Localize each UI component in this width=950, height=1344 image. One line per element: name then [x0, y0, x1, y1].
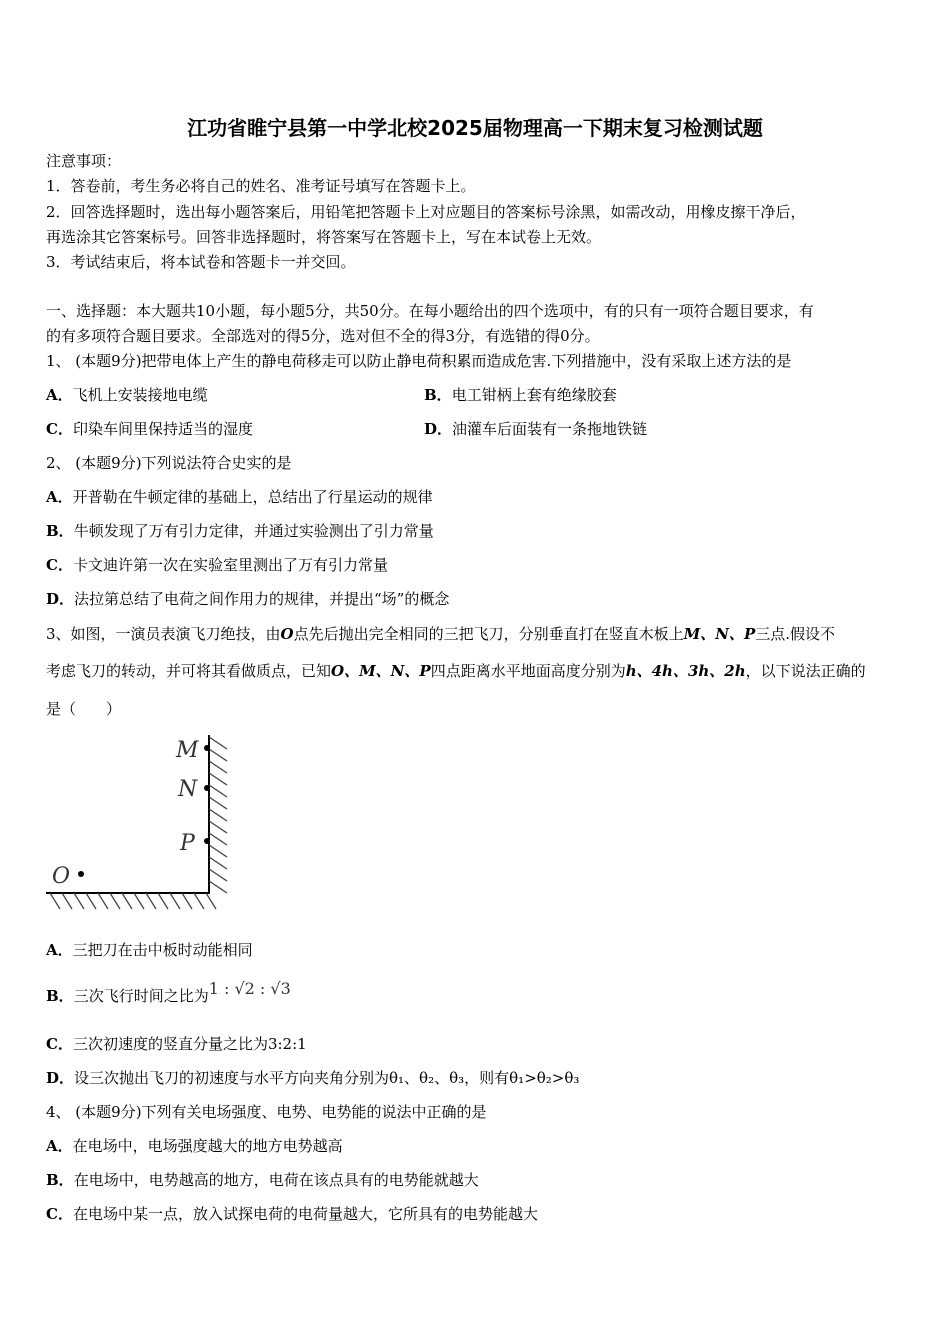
section-heading-line-1: 一、选择题：本大题共10小题，每小题5分，共50分。在每小题给出的四个选项中，有的只有一项符合题目要求，有	[46, 302, 814, 320]
q3-option-d	[46, 1068, 908, 1088]
option-label: A．	[46, 941, 73, 959]
q3-option-c	[46, 1034, 908, 1054]
option-label: B．	[46, 522, 74, 540]
q2-option-a	[46, 487, 908, 507]
option-text: 电工钳柄上套有绝缘胶套	[451, 386, 617, 404]
q2-option-b	[46, 521, 908, 541]
q3-text: 点先后抛出完全相同的三把飞刀，分别垂直打在竖直木板上	[293, 625, 684, 643]
option-label: A．	[46, 488, 73, 506]
point-o	[78, 871, 84, 877]
q3-var: M、N、P	[683, 625, 756, 643]
q1-option-c	[46, 419, 908, 439]
q4-option-b	[46, 1170, 908, 1190]
option-label: D．	[46, 590, 75, 608]
notice-item-2-line-2: 再选涂其它答案标号。回答非选择题时，将答案写在答题卡上，写在本试卷上无效。	[46, 228, 602, 246]
q3-option-b	[46, 979, 908, 1006]
option-text: 油灌车后面装有一条拖地铁链	[452, 420, 648, 438]
option-label: D．	[424, 420, 453, 438]
option-text: 设三次抛出飞刀的初速度与水平方向夹角分别为θ₁、θ₂、θ₃，则有θ₁>θ₂>θ₃	[74, 1069, 580, 1087]
label-p: P	[180, 831, 195, 856]
section-heading-line-2: 的有多项符合题目要求。全部选对的得5分，选对但不全的得3分，有选错的得0分。	[46, 327, 600, 345]
notice-heading: 注意事项：	[46, 152, 122, 170]
q3-stem-line-3: 是（ ）	[46, 700, 122, 718]
option-text: 在电场中某一点，放入试探电荷的电荷量越大，它所具有的电势能越大	[72, 1205, 538, 1223]
q1-option-a	[46, 385, 908, 405]
q1-stem: 1、 (本题9分)把带电体上产生的静电荷移走可以防止静电荷积累而造成危害.下列措施中，没有采取上述方法的是	[46, 352, 792, 370]
ground	[46, 893, 216, 909]
q1-option-b	[424, 385, 617, 405]
label-n: N	[178, 777, 198, 802]
q4-stem: 4、 (本题9分)下列有关电场强度、电势、电势能的说法中正确的是	[46, 1103, 487, 1121]
option-label: C．	[46, 556, 73, 574]
q3-var: h、4h、3h、2h	[625, 662, 746, 680]
option-text: 开普勒在牛顿定律的基础上，总结出了行星运动的规律	[72, 488, 433, 506]
notice-item-2-line-1: 2．回答选择题时，选出每小题答案后，用铅笔把答题卡上对应题目的答案标号涂黑，如需改动，用橡皮擦干净后，	[46, 203, 806, 221]
q2-option-c	[46, 555, 908, 575]
q1-option-d	[424, 419, 647, 439]
q3-stem-line-1	[46, 624, 908, 644]
option-label: C．	[46, 420, 73, 438]
option-text: 牛顿发现了万有引力定律，并通过实验测出了引力常量	[73, 522, 434, 540]
option-text: 飞机上安装接地电缆	[72, 386, 208, 404]
q2-stem: 2、 (本题9分)下列说法符合史实的是	[46, 454, 292, 472]
q3-option-a	[46, 940, 908, 960]
option-text: 三把刀在击中板时动能相同	[72, 941, 253, 959]
option-text: 印染车间里保持适当的湿度	[72, 420, 253, 438]
q3-text: 考虑飞刀的转动，并可将其看做质点，已知	[46, 662, 332, 680]
q3-var: O	[280, 625, 294, 643]
q3-figure	[44, 733, 234, 913]
option-label: A．	[46, 1137, 73, 1155]
option-label: B．	[46, 987, 74, 1005]
q3-var: O、M、N、P	[331, 662, 431, 680]
option-label: B．	[46, 1171, 74, 1189]
label-o: O	[52, 864, 71, 889]
q3-text: 三点.假设不	[755, 625, 836, 643]
option-text: 法拉第总结了电荷之间作用力的规律，并提出“场”的概念	[74, 590, 450, 608]
option-label: B．	[424, 386, 452, 404]
q3-text: 3、如图，一演员表演飞刀绝技，由	[46, 625, 281, 643]
page-title: 江功省睢宁县第一中学北校2025届物理高一下期末复习检测试题	[187, 116, 763, 140]
label-m: M	[176, 738, 199, 763]
q3-stem-line-2	[46, 661, 908, 681]
q3-text: 四点距离水平地面高度分别为	[430, 662, 626, 680]
option-label: C．	[46, 1035, 73, 1053]
point-n	[204, 785, 210, 791]
q2-option-d	[46, 589, 908, 609]
option-text: 卡文迪许第一次在实验室里测出了万有引力常量	[72, 556, 388, 574]
option-label: A．	[46, 386, 73, 404]
option-text: 三次飞行时间之比为	[73, 987, 209, 1005]
q3-text: ，以下说法正确的	[745, 662, 866, 680]
wall-board	[209, 735, 227, 893]
option-text: 三次初速度的竖直分量之比为3:2:1	[72, 1035, 307, 1053]
notice-item-1: 1．答卷前，考生务必将自己的姓名、准考证号填写在答题卡上。	[46, 177, 476, 195]
point-p	[204, 838, 210, 844]
q4-option-a	[46, 1136, 908, 1156]
option-label: D．	[46, 1069, 75, 1087]
notice-item-3: 3．考试结束后，将本试卷和答题卡一并交回。	[46, 253, 356, 271]
option-label: C．	[46, 1205, 73, 1223]
option-text: 在电场中，电场强度越大的地方电势越高	[72, 1137, 343, 1155]
ratio-formula: 1 : √2 : √3	[208, 979, 291, 998]
option-text: 在电场中，电势越高的地方，电荷在该点具有的电势能就越大	[73, 1171, 479, 1189]
point-m	[204, 745, 210, 751]
q4-option-c	[46, 1204, 908, 1224]
